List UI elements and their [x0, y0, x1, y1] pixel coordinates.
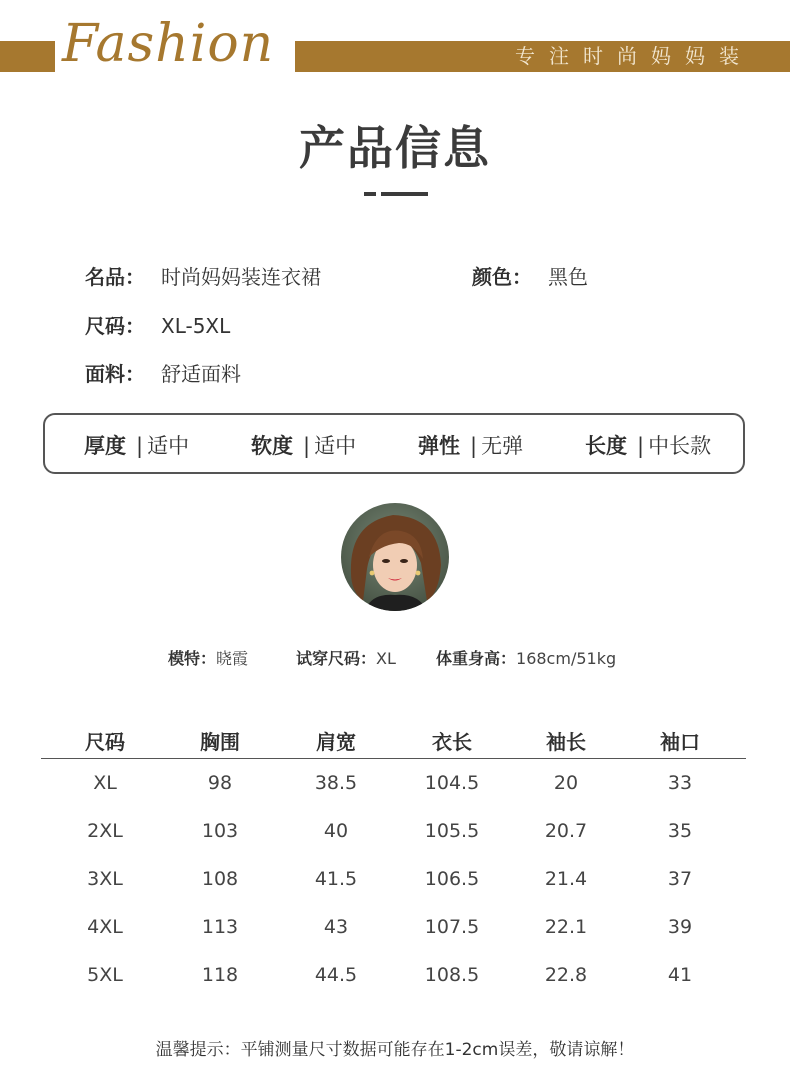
table-cell: 43 [323, 916, 349, 938]
table-header-cuff: 袖口 [660, 730, 700, 754]
header-slogan: 专注时尚妈妈装 [515, 44, 753, 68]
model-trial-label: 试穿尺码： [296, 649, 377, 668]
model-body-label: 体重身高： [436, 649, 517, 668]
attribute-softness [251, 430, 356, 460]
info-color [472, 261, 588, 290]
attribute-separator: | [303, 434, 311, 458]
table-header-size: 尺码 [85, 730, 125, 754]
table-cell: 38.5 [314, 772, 358, 794]
table-cell: 113 [201, 916, 239, 938]
table-cell: 33 [667, 772, 693, 794]
attribute-label: 长度 [585, 434, 627, 458]
model-name-label: 模特： [168, 649, 217, 668]
table-header-sleeve: 袖长 [546, 730, 586, 754]
table-cell: 107.5 [424, 916, 480, 938]
model-body-value: 168cm/51kg [516, 649, 617, 668]
table-divider [41, 758, 746, 759]
info-name-label: 名品： [85, 265, 145, 289]
table-header-chest: 胸围 [200, 730, 240, 754]
info-size [85, 310, 230, 339]
table-cell: 118 [201, 964, 239, 986]
table-cell: 35 [667, 820, 693, 842]
page-title: 产品信息 [299, 121, 491, 175]
attribute-elasticity [418, 430, 523, 460]
model-portrait-image [341, 503, 449, 611]
info-name-value: 时尚妈妈装连衣裙 [161, 265, 321, 289]
info-fabric-label: 面料： [85, 362, 145, 386]
model-trial-value: XL [376, 649, 396, 668]
attribute-label: 厚度 [84, 434, 126, 458]
info-fabric-value: 舒适面料 [161, 362, 241, 386]
table-cell: 37 [667, 868, 693, 890]
table-cell: 20 [553, 772, 579, 794]
info-size-label: 尺码： [85, 314, 145, 338]
brand-logo-text: Fashion [62, 14, 275, 74]
table-cell: 41.5 [314, 868, 358, 890]
attribute-separator: | [637, 434, 645, 458]
attribute-value: 无弹 [481, 434, 524, 458]
title-underline-long [381, 192, 428, 196]
table-cell: 103 [201, 820, 239, 842]
attribute-thickness [84, 430, 189, 460]
table-cell: 106.5 [424, 868, 480, 890]
measurement-note: 温馨提示：平铺测量尺寸数据可能存在1-2cm误差，敬请谅解！ [155, 1040, 635, 1060]
table-cell: 22.1 [544, 916, 588, 938]
attribute-label: 软度 [251, 434, 293, 458]
table-cell: 108 [201, 868, 239, 890]
table-cell: 3XL [87, 868, 123, 890]
table-header-length: 衣长 [432, 730, 472, 754]
table-cell: 20.7 [544, 820, 588, 842]
attribute-value: 适中 [147, 434, 190, 458]
attribute-separator: | [136, 434, 144, 458]
info-name [85, 261, 321, 290]
model-trial-size [296, 646, 396, 669]
table-cell: 105.5 [424, 820, 480, 842]
info-fabric [85, 358, 241, 387]
table-cell: 108.5 [424, 964, 480, 986]
table-cell: 2XL [87, 820, 123, 842]
table-cell: 98 [207, 772, 233, 794]
info-size-value: XL-5XL [161, 314, 231, 338]
table-cell: 41 [667, 964, 693, 986]
info-color-label: 颜色： [472, 265, 532, 289]
attribute-value: 中长款 [648, 434, 712, 458]
table-cell: 4XL [87, 916, 123, 938]
table-cell: 39 [667, 916, 693, 938]
table-cell: XL [93, 772, 117, 794]
table-cell: 5XL [87, 964, 123, 986]
attribute-separator: | [470, 434, 478, 458]
table-header-shoulder: 肩宽 [316, 730, 356, 754]
header-band-left [0, 41, 55, 72]
attribute-value: 适中 [314, 434, 357, 458]
table-cell: 40 [323, 820, 349, 842]
title-underline-short [364, 192, 376, 196]
info-color-value: 黑色 [548, 265, 588, 289]
model-name [168, 646, 248, 669]
table-cell: 104.5 [424, 772, 480, 794]
model-avatar [341, 503, 449, 611]
attribute-label: 弹性 [418, 434, 460, 458]
model-body [436, 646, 616, 669]
attribute-length [585, 430, 711, 460]
table-cell: 22.8 [544, 964, 588, 986]
table-cell: 44.5 [314, 964, 358, 986]
table-cell: 21.4 [544, 868, 588, 890]
model-name-value: 晓霞 [216, 649, 249, 668]
